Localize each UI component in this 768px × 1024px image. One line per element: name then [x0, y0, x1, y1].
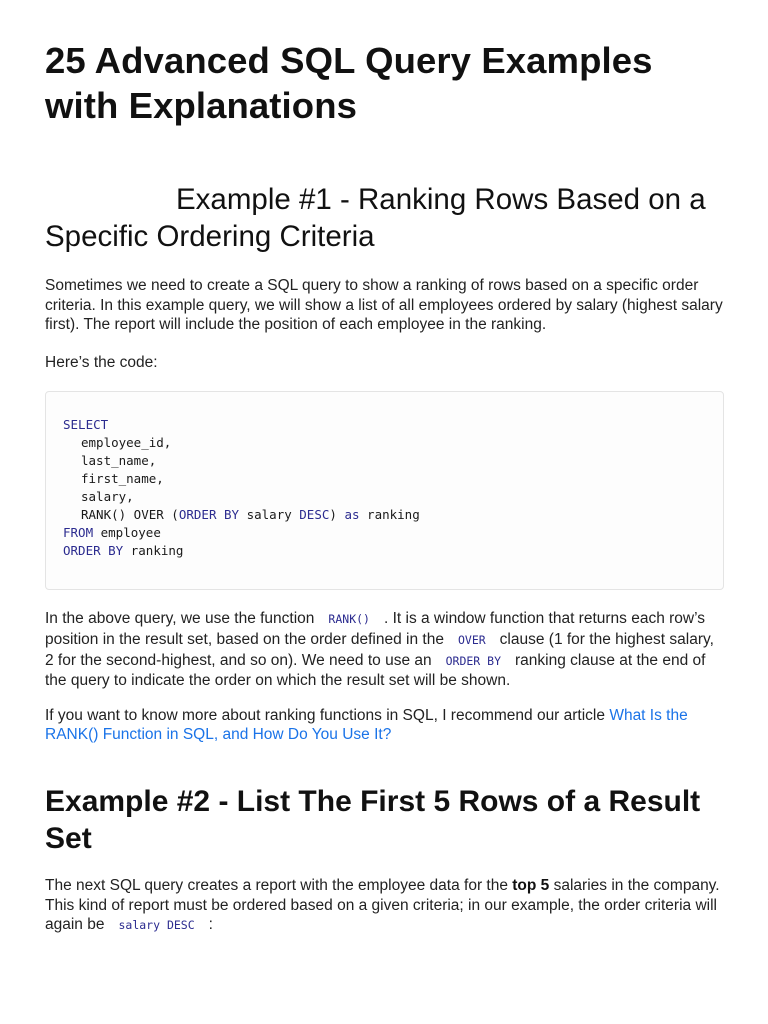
code-rank-prefix: RANK() OVER (: [81, 506, 179, 522]
code-close-paren: ): [329, 506, 345, 522]
code-keyword-from: FROM: [63, 524, 94, 540]
code-line-rank: [63, 506, 420, 524]
code-line: last_name,: [81, 453, 157, 469]
inline-code-order-by: ORDER BY: [445, 653, 501, 668]
inline-code-rank: RANK(): [328, 612, 370, 627]
code-order-by-col: ranking: [123, 542, 184, 558]
code-line: employee_id,: [81, 435, 172, 451]
example-2-part-1: The next SQL query creates a report with the employee data for the: [45, 876, 513, 894]
example-2-heading: Example #2 - List The First 5 Rows of a Result Set: [45, 784, 701, 855]
explain-part-2: . It is a window function that returns each row’s position in the result set, based on the order defined in the: [45, 610, 706, 648]
example-2-part-3: :: [208, 916, 213, 934]
example-1-heading: Example #1 - Ranking Rows Based on a Specific Ordering Criteria: [45, 183, 706, 253]
code-keyword-order-by: ORDER BY: [178, 506, 240, 522]
further-reading-text: If you want to know more about ranking functions in SQL, I recommend our article: [45, 706, 610, 724]
code-ranking-alias: ranking: [359, 506, 420, 522]
example-1-further-reading: [45, 706, 724, 745]
code-keyword-as: as: [344, 506, 360, 522]
inline-code-over: OVER: [457, 632, 486, 647]
example-2-intro: [45, 876, 724, 936]
code-line: first_name,: [81, 471, 164, 487]
explain-part-3: clause (1 for the highest salary, 2 for the second-highest, and so on). We need to use an: [45, 630, 714, 669]
code-keyword-select: SELECT: [63, 417, 109, 433]
sql-code: [63, 416, 706, 559]
example-1-explanation: [45, 609, 724, 690]
inline-code-salary-desc: salary DESC: [118, 918, 195, 933]
example-1-intro: Sometimes we need to create a SQL query to show a ranking of rows based on a specific order criteria. In this example query, we will show a list of all employees ordered by salary (highest salary first). The report will include the position of each employee in the ranking.: [45, 277, 723, 334]
code-line: salary,: [81, 489, 134, 504]
explain-part-4: ranking clause at the end of the query to indicate the order on which the result set will be shown.: [45, 651, 706, 690]
code-label: Here’s the code:: [45, 353, 158, 371]
code-salary-word: salary: [239, 506, 300, 522]
page-title: 25 Advanced SQL Query Examples with Explanations: [45, 40, 653, 126]
example-2-bold: top 5: [512, 876, 550, 894]
example-2-part-2: salaries in the company. This kind of report must be ordered based on a given criteria; in our example, the order criteria will again be: [45, 876, 720, 934]
rank-function-article-link[interactable]: What Is the RANK() Function in SQL, and How Do You Use It?: [45, 706, 688, 744]
code-keyword-desc: DESC: [299, 506, 330, 522]
code-from-table: employee: [93, 524, 161, 540]
code-block: [45, 391, 724, 590]
explain-part-1: In the above query, we use the function: [45, 610, 315, 628]
code-keyword-order-by-2: ORDER BY: [63, 542, 124, 558]
